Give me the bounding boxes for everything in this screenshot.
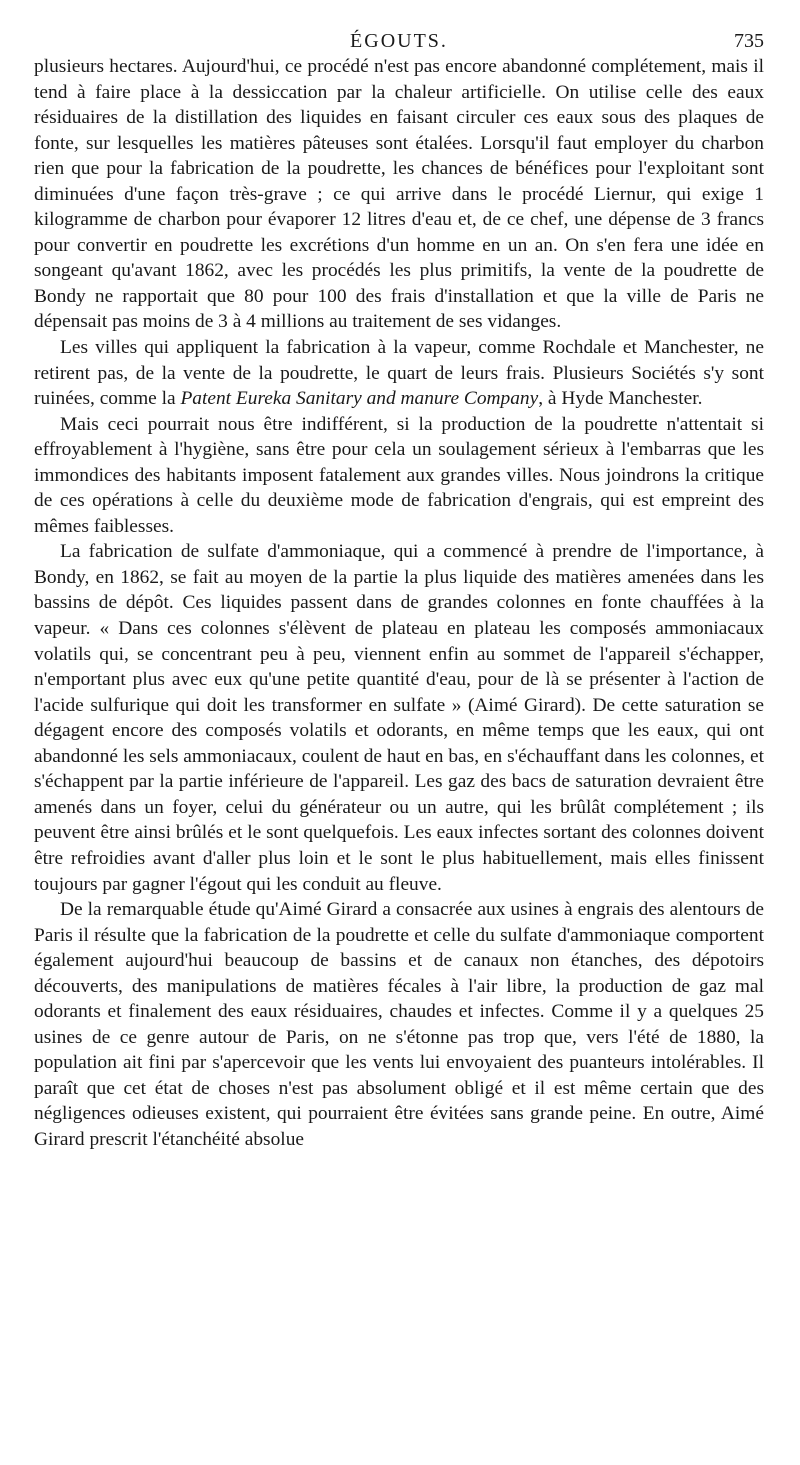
- paragraph-rochdale-manchester: [34, 335, 764, 412]
- paragraph-text: Les villes qui appliquent la fabrication à la vapeur, comme Rochdale et Manchester, ne retirent pas, de la vente de la poudrette, le quart de leurs frais. Plusieurs Sociétés s'y sont ruinées, comme la: [34, 337, 764, 410]
- paragraph-aime-girard: De la remarquable étude qu'Aimé Girard a consacrée aux usines à engrais des alentours de Paris il résulte que la fabrication de la poudrette et celle du sulfate d'ammoniaque comportent également aujourd'hui beaucoup de bassins et de canaux non étanches, des dépotoirs découverts, des manipulations de matières fécales à l'air libre, la production de gaz mal odorants et finalement des eaux résiduaires, chaudes et infectes. Comme il y a quelques 25 usines de ce genre autour de Paris, on ne s'étonne pas trop que, vers l'été de 1880, la population ait fini par s'apercevoir que les vents lui envoyaient des puanteurs intolérables. Il paraît que cet état de choses n'est pas absolument obligé et il est même certain que des négligences odieuses existent, qui pourraient être évitées sans grande peine. En outre, Aimé Girard prescrit l'étanchéité absolue: [34, 899, 764, 1150]
- page-number: 735: [734, 30, 764, 52]
- paragraph-text: , à Hyde Manchester.: [538, 388, 703, 410]
- paragraph-hygiene: Mais ceci pourrait nous être indifférent, si la production de la poudrette n'attentait si effroyablement à l'hygiène, sans être pour cela un soulagement sérieux à l'embarras que les immondices des habitants imposent fatalement aux grandes villes. Nous joindrons la critique de ces opérations à celle du deuxième mode de fabrication d'engrais, qui est empreint des mêmes faiblesses.: [34, 413, 764, 537]
- company-name-italic: Patent Eureka Sanitary and manure Company: [180, 388, 539, 410]
- paragraph-sulfate-ammoniaque: La fabrication de sulfate d'ammoniaque, qui a commencé à prendre de l'importance, à Bondy, en 1862, se fait au moyen de la partie la plus liquide des matières amenées dans les bassins de dépôt. Ces liquides passent dans de grandes colonnes en fonte chauffées à la vapeur. « Dans ces colonnes s'élèvent de plateau en plateau les composés ammoniacaux volatils qui, se concentrant peu à peu, viennent enfin au sommet de l'appareil s'échapper, n'emportant plus avec eux qu'une petite quantité d'eau, pour de là se présenter à l'action de l'acide sulfurique qui doit les transformer en sulfate » (Aimé Girard). De cette saturation se dégagent encore des composés volatils et odorants, en même temps que les eaux, qui ont abandonné les sels ammoniacaux, coulent de haut en bas, en s'échauffant dans les colonnes, et s'échappent par la partie inférieure de l'appareil. Les gaz des bacs de saturation devraient être amenés dans un foyer, celui du générateur ou un autre, qui les brûlât complétement ; ils peuvent être ainsi brûlés et le sont quelquefois. Les eaux infectes sortant des colonnes doivent être refroidies avant d'aller plus loin et le sont le plus habituellement, mais elles finissent toujours par gagner l'égout qui les conduit au fleuve.: [34, 541, 764, 895]
- body-text: [34, 54, 764, 1153]
- book-page: [34, 0, 764, 1153]
- paragraph-continuation: plusieurs hectares. Aujourd'hui, ce procédé n'est pas encore abandonné complétement, mais il tend à faire place à la dessiccation par la chaleur artificielle. On utilise celle des eaux résiduaires de la distillation des liquides en faisant circuler ces eaux sous des plaques de fonte, sur lesquelles les matières pâteuses sont étalées. Lorsqu'il faut employer du charbon rien que pour la fabrication de la poudrette, les chances de bénéfices pour l'exploitant sont diminuées d'une façon très-grave ; ce qui arrive dans le procédé Liernur, qui exige 1 kilogramme de charbon pour évaporer 12 litres d'eau et, de ce chef, une dépense de 3 francs pour convertir en poudrette les excrétions d'un homme en un an. On s'en fera une idée en songeant qu'avant 1862, avec les procédés les plus primitifs, la vente de la poudrette de Bondy ne rapportait que 80 pour 100 des frais d'installation et que la ville de Paris ne dépensait pas moins de 3 à 4 millions au traitement de ses vidanges.: [34, 56, 764, 333]
- running-title: ÉGOUTS.: [350, 30, 448, 52]
- running-header: [34, 0, 764, 54]
